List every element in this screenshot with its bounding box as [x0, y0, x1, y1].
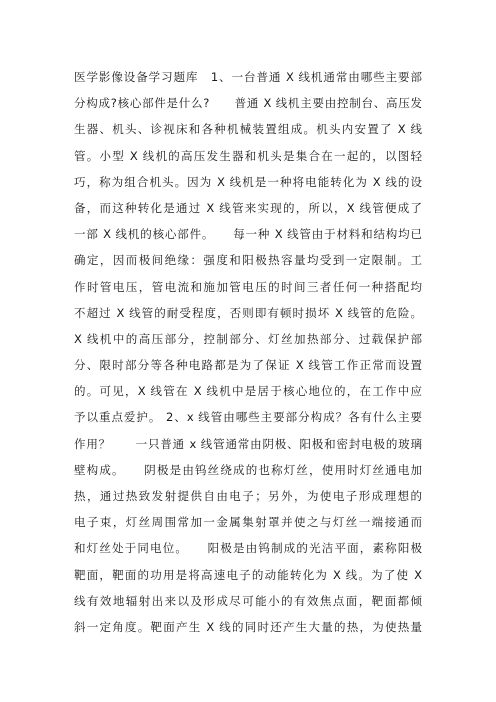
text-line-2: 分构成?核心部件是什么? 普通 X 线机主要由控制台、高压发: [74, 96, 422, 111]
text-line-15: 作用？ 一只普通 x 线管通常由阴极、阳极和密封电极的玻璃: [74, 436, 422, 451]
body-text: [74, 64, 422, 640]
text-line-1: 医学影像设备学习题库 1、一台普通 X 线机通常由哪些主要部: [74, 70, 422, 84]
text-line-4: 管。小型 X 线机的高压发生器和机头是集合在一起的，以图轻: [74, 148, 422, 163]
text-line-6: 备，而这种转化是通过 X 线管来实现的，所以，X 线管便成了: [74, 200, 422, 215]
text-line-20: 靶面，靶面的功用是将高速电子的动能转化为 X 线。为了使 X: [74, 567, 422, 582]
text-line-19: 和灯丝处于同电位。 阳极是由钨制成的光洁平面，素称阳极: [74, 541, 422, 556]
text-line-7: 一部 X 线机的核心部件。 每一种 X 线管由于材料和结构均已: [74, 227, 422, 242]
text-line-11: X 线机中的高压部分，控制部分、灯丝加热部分、过载保护部: [74, 331, 422, 346]
text-line-18: 电子束，灯丝周围常加一金属集射罩并使之与灯丝一端接通而: [74, 515, 422, 530]
text-line-16: 壁构成。 阴极是由钨丝绕成的也称灯丝，使用时灯丝通电加: [74, 462, 422, 477]
text-line-9: 作时管电压，管电流和施加管电压的时间三者任何一种搭配均: [74, 279, 422, 294]
text-line-22: 斜一定角度。靶面产生 X 线的同时还产生大量的热，为使热量: [74, 619, 422, 634]
text-line-13: 的。可见，X 线管在 X 线机中是居于核心地位的，在工作中应: [74, 384, 422, 399]
text-line-12: 分、限时部分等各种电路都是为了保证 X 线管工作正常而设置: [74, 358, 422, 373]
text-line-8: 确定，因而极间绝缘：强度和阳极热容量均受到一定限制。工: [74, 253, 422, 268]
text-line-14: 予以重点爱护。 2、x 线管由哪些主要部分构成？各有什么主要: [74, 410, 422, 425]
text-line-3: 生器、机头、诊视床和各种机械装置组成。机头内安置了 X 线: [74, 122, 422, 137]
text-line-5: 巧，称为组合机头。因为 X 线机是一种将电能转化为 X 线的设: [74, 174, 422, 189]
text-line-17: 热，通过热致发射提供自由电子；另外，为使电子形成理想的: [74, 489, 422, 503]
text-line-21: 线有效地辐射出来以及形成尽可能小的有效焦点面，靶面都倾: [74, 593, 422, 608]
text-line-10: 不超过 X 线管的耐受程度，否则即有顿时损坏 X 线管的危险。: [74, 305, 422, 320]
